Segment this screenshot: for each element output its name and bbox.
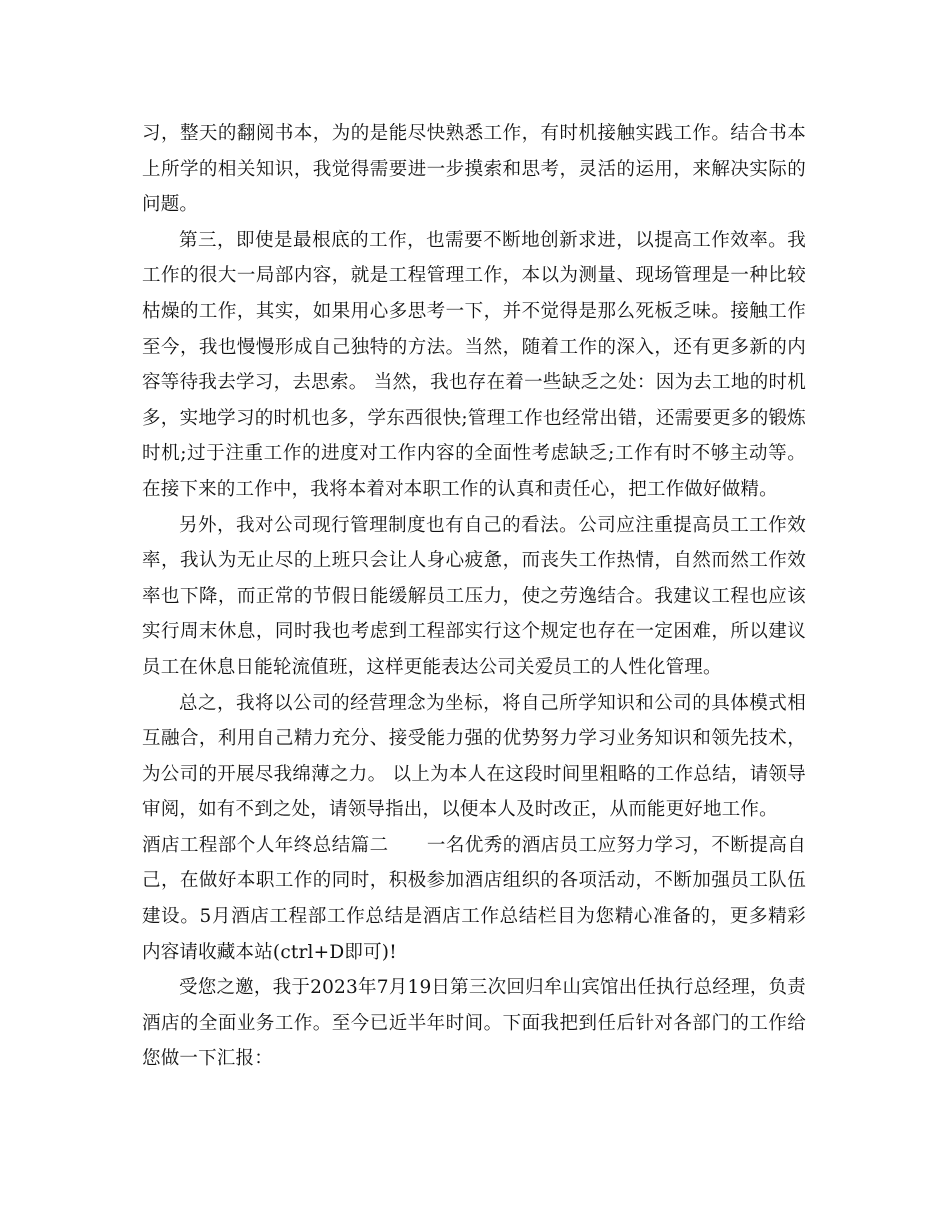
paragraph-study: 习，整天的翻阅书本，为的是能尽快熟悉工作，有时机接触实践工作。结合书本上所学的相关知识，我觉得需要进一步摸索和思考，灵活的运用，来解决实际的问题。 [142, 123, 806, 216]
section-heading: 酒店工程部个人年终总结篇二 [142, 834, 389, 856]
body-text [142, 116, 806, 1077]
paragraph-report-opening: 受您之邀，我于2023年7月19日第三次回归牟山宾馆出任执行总经理，负责酒店的全面业务工作。至今已近半年时间。下面我把到任后针对各部门的工作给您做一下汇报： [142, 977, 806, 1070]
section-intro-text: 一名优秀的酒店员工应努力学习，不断提高自己，在做好本职工作的同时，积极参加酒店组织的各项活动，不断加强员工队伍建设。5月酒店工程部工作总结是酒店工作总结栏目为您精心准备的，更多精彩内容请收藏本站(ctrl+D即可)! [142, 834, 806, 963]
paragraph-third-point: 第三，即使是最根底的工作，也需要不断地创新求进，以提高工作效率。我工作的很大一局部内容，就是工程管理工作，本以为测量、现场管理是一种比较枯燥的工作，其实，如果用心多思考一下，并不觉得是那么死板乏味。接触工作至今，我也慢慢形成自己独特的方法。当然，随着工作的深入，还有更多新的内容等待我去学习，去思索。 当然，我也存在着一些缺乏之处：因为去工地的时机多，实地学习的时机也多，学东西很快;管理工作也经常出错，还需要更多的锻炼时机;过于注重工作的进度对工作内容的全面性考虑缺乏;工作有时不够主动等。在接下来的工作中，我将本着对本职工作的认真和责任心，把工作做好做精。 [142, 229, 806, 500]
section-two-intro [142, 828, 806, 970]
paragraph-management-opinion: 另外，我对公司现行管理制度也有自己的看法。公司应注重提高员工工作效率，我认为无止尽的上班只会让人身心疲惫，而丧失工作热情，自然而然工作效率也下降，而正常的节假日能缓解员工压力，使之劳逸结合。我建议工程也应该实行周末休息，同时我也考虑到工程部实行这个规定也存在一定困难，所以建议员工在休息日能轮流值班，这样更能表达公司关爱员工的人性化管理。 [142, 514, 806, 678]
paragraph-conclusion: 总之，我将以公司的经营理念为坐标，将自己所学知识和公司的具体模式相互融合，利用自己精力充分、接受能力强的优势努力学习业务知识和领先技术，为公司的开展尽我绵薄之力。 以上为本人在这段时间里粗略的工作总结，请领导审阅，如有不到之处，请领导指出，以便本人及时改正，从而能更好地工作。 [142, 692, 806, 821]
